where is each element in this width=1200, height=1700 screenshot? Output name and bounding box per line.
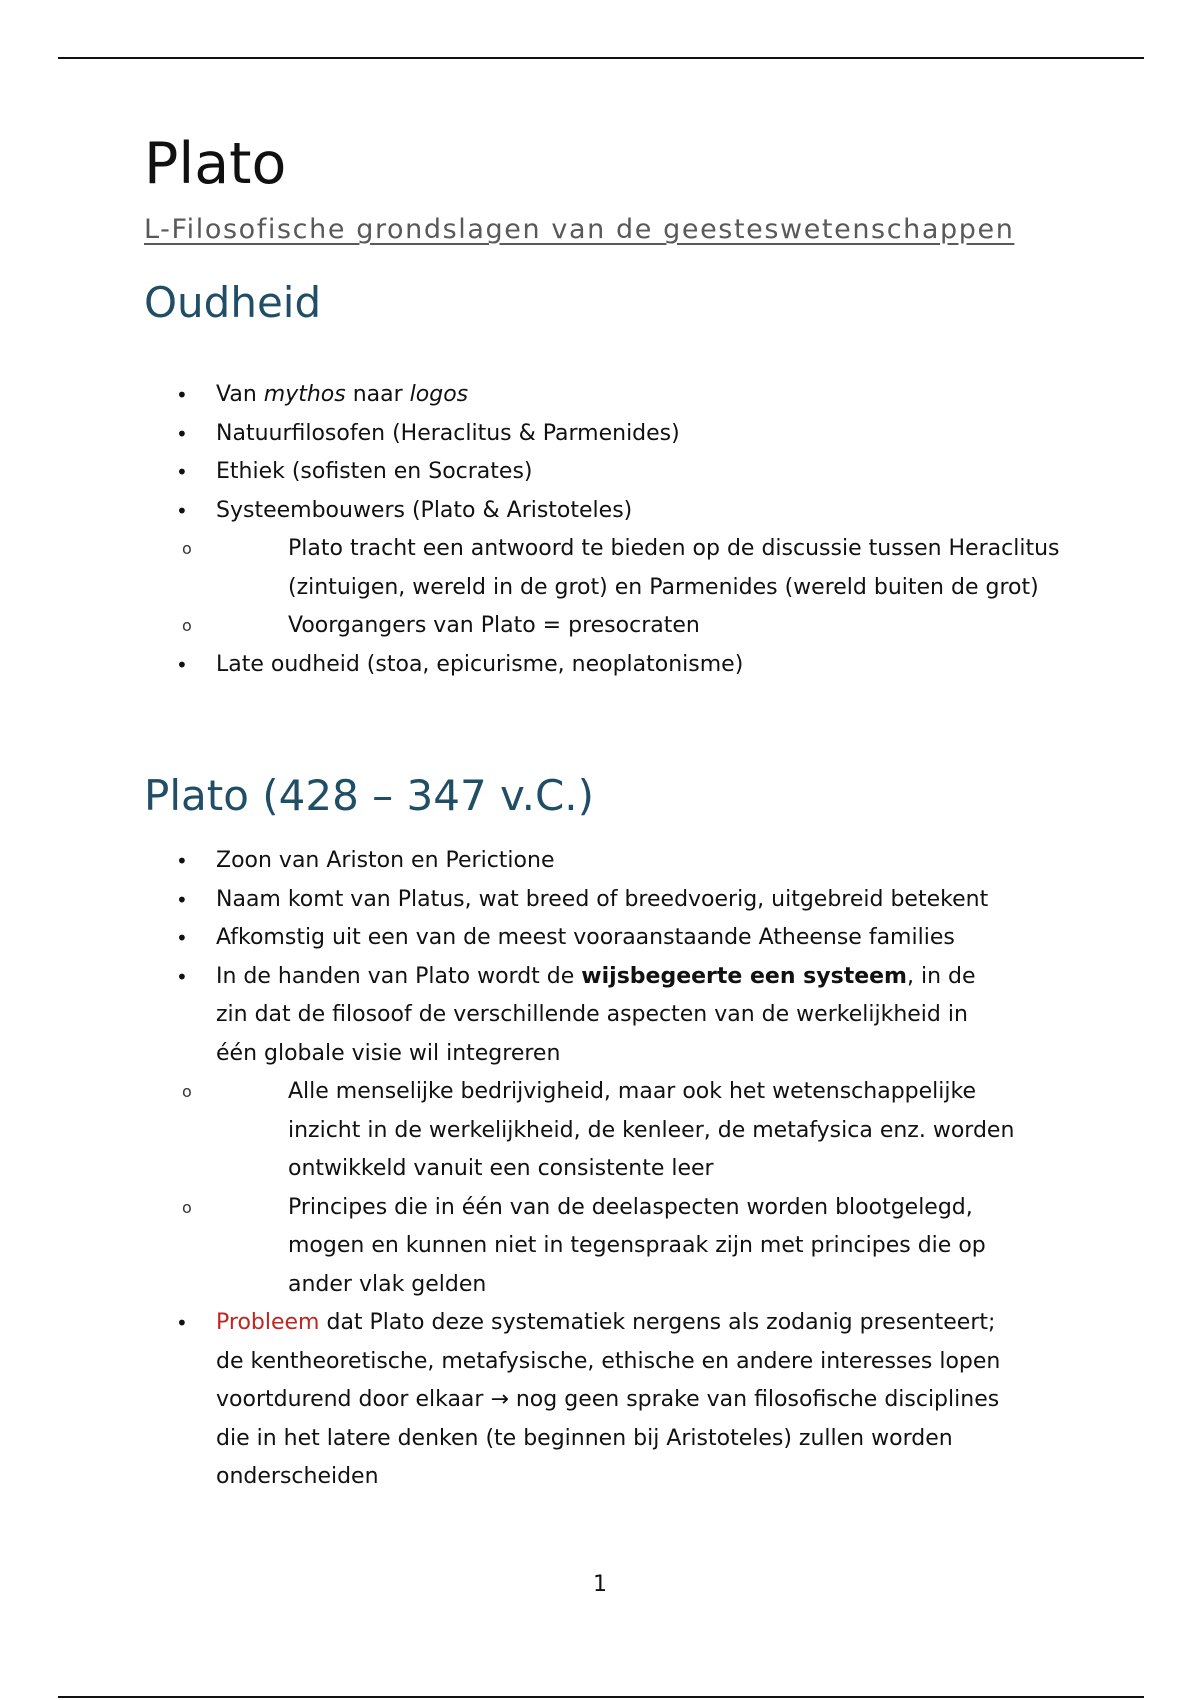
- document-subtitle: L-Filosofische grondslagen van de geesteswetenschappen: [144, 214, 1015, 245]
- list-item: • Zoon van Ariston en Perictione: [144, 842, 1074, 881]
- list-item: • Van mythos naar logos: [144, 376, 1074, 415]
- plato-list: [144, 842, 1074, 1497]
- list-item: • Late oudheid (stoa, epicurisme, neoplatonisme): [144, 646, 1074, 685]
- list-item: • Natuurfilosofen (Heraclitus & Parmenides): [144, 415, 1074, 454]
- sub-list: [216, 1073, 1015, 1304]
- list-item: • Naam komt van Platus, wat breed of breedvoerig, uitgebreid betekent: [144, 881, 1074, 920]
- page-number: 1: [593, 1572, 607, 1597]
- top-rule: [58, 57, 1144, 59]
- sub-list: [216, 530, 1074, 646]
- list-item: • Probleem dat Plato deze systematiek nergens als zodanig presenteert; de kentheoretische, metafysische, ethische en andere interesses lopen voortdurend door elkaar → nog geen sprake van filosofische disciplines die in het latere denken (te beginnen bij Aristoteles) zullen worden onderscheiden: [144, 1304, 1006, 1497]
- document-title: Plato: [144, 131, 287, 197]
- sub-list-item: o Principes die in één van de deelaspecten worden blootgelegd, mogen en kunnen niet in tegenspraak zijn met principes die op ander vlak gelden: [144, 1189, 1028, 1305]
- sub-list-item: o Voorgangers van Plato = presocraten: [144, 607, 1074, 646]
- sub-list-item: o Alle menselijke bedrijvigheid, maar ook het wetenschappelijke inzicht in de werkelijkheid, de kenleer, de metafysica enz. worden ontwikkeld vanuit een consistente leer: [144, 1073, 1028, 1189]
- list-item: • Afkomstig uit een van de meest vooraanstaande Atheense families: [144, 919, 1074, 958]
- highlight-probleem: Probleem: [216, 1310, 320, 1335]
- list-item: • In de handen van Plato wordt de wijsbegeerte een systeem, in de zin dat de filosoof de verschillende aspecten van de werkelijkheid in één globale visie wil integreren o Alle menselijke bedrijvigheid, maar ook het wetenschappelijke inzicht in de werkelijkheid, de kenleer, de metafysica enz. worden ontwikkeld vanuit een consistente leer o Principes die in één van de deelaspecten worden blootgelegd, mogen en kunnen niet in tegenspraak zijn met principes die op ander vlak gelden: [144, 958, 1006, 1305]
- bottom-rule: [58, 1696, 1144, 1698]
- sub-list-item: o Plato tracht een antwoord te bieden op de discussie tussen Heraclitus (zintuigen, wereld in de grot) en Parmenides (wereld buiten de grot): [144, 530, 1148, 607]
- list-item: • Ethiek (sofisten en Socrates): [144, 453, 1074, 492]
- oudheid-list: [144, 376, 1074, 684]
- list-item: • Systeembouwers (Plato & Aristoteles) o Plato tracht een antwoord te bieden op de discussie tussen Heraclitus (zintuigen, wereld in de grot) en Parmenides (wereld buiten de grot) o Voorgangers van Plato = presocraten: [144, 492, 1074, 646]
- heading-oudheid: Oudheid: [144, 278, 322, 327]
- heading-plato: Plato (428 – 347 v.C.): [144, 771, 595, 820]
